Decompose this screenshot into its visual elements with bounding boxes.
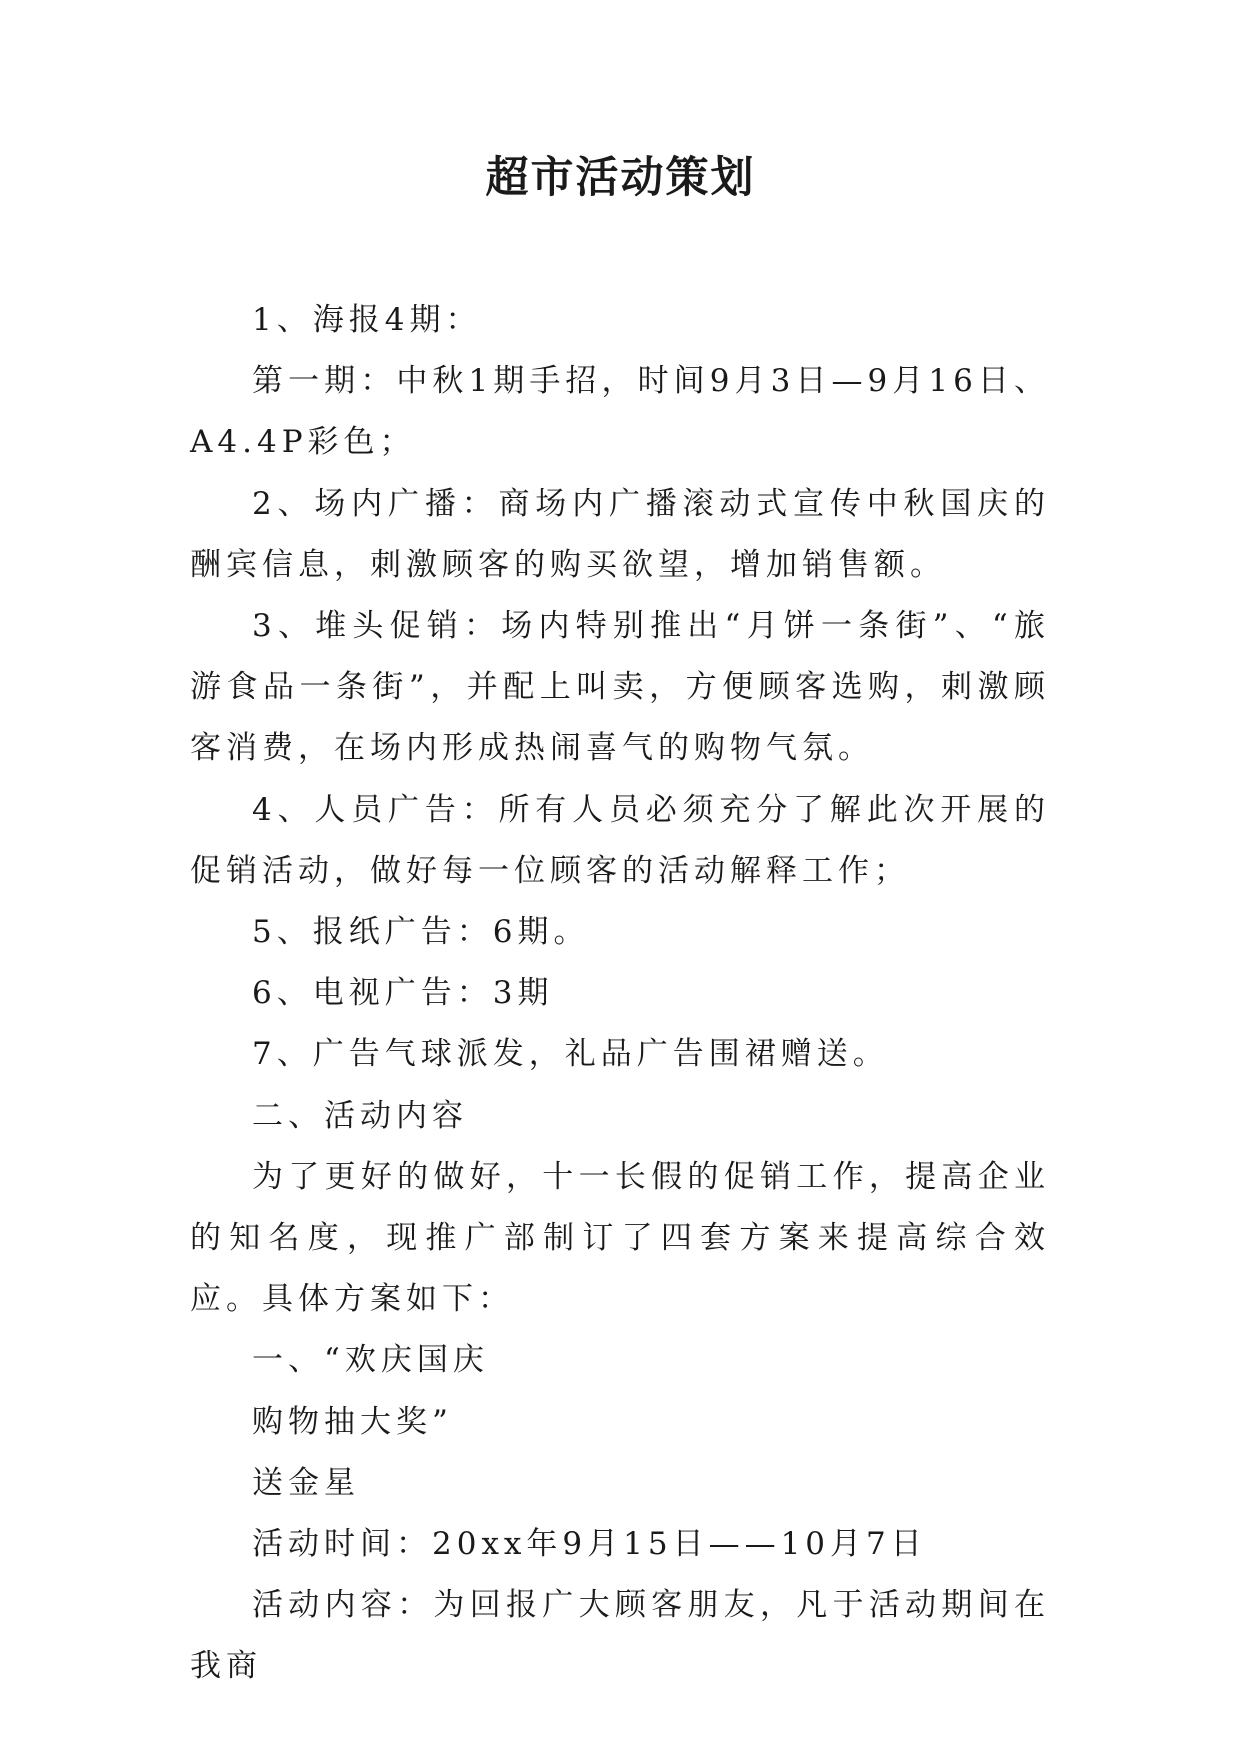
subsection-heading-line: 送金星 xyxy=(252,1464,360,1501)
paragraph: 为了更好的做好，十一长假的促销工作，提高企业的知名度，现推广部制订了四套方案来提高综合效应。具体方案如下： xyxy=(190,1158,1050,1318)
paragraph: 第一期：中秋1期手招，时间9月3日—9月16日、A4.4P彩色； xyxy=(190,363,1050,461)
section-heading: 二、活动内容 xyxy=(252,1097,468,1134)
page-title: 超市活动策划 xyxy=(485,153,756,203)
paragraph: 3、堆头促销：场内特别推出“月饼一条街”、“旅游食品一条街”，并配上叫卖，方便顾客选购，刺激顾客消费，在场内形成热闹喜气的购物气氛。 xyxy=(190,608,1050,767)
paragraph: 活动内容：为回报广大顾客朋友，凡于活动期间在我商 xyxy=(190,1587,1050,1685)
document-body xyxy=(190,290,1050,1698)
paragraph: 活动时间：20xx年9月15日——10月7日 xyxy=(252,1526,927,1563)
paragraph: 1、海报4期： xyxy=(252,302,482,338)
subsection-heading: 一、“欢庆国庆 xyxy=(252,1342,489,1379)
paragraph: 7、广告气球派发，礼品广告围裙赠送。 xyxy=(252,1036,889,1073)
paragraph: 5、报纸广告：6期。 xyxy=(252,914,590,951)
subsection-heading-line: 购物抽大奖” xyxy=(252,1403,453,1440)
paragraph: 6、电视广告：3期 xyxy=(252,975,554,1012)
paragraph: 4、人员广告：所有人员必须充分了解此次开展的促销活动，做好每一位顾客的活动解释工作； xyxy=(190,791,1050,889)
paragraph: 2、场内广播：商场内广播滚动式宣传中秋国庆的酬宾信息，刺激顾客的购买欲望，增加销售额。 xyxy=(190,485,1050,583)
